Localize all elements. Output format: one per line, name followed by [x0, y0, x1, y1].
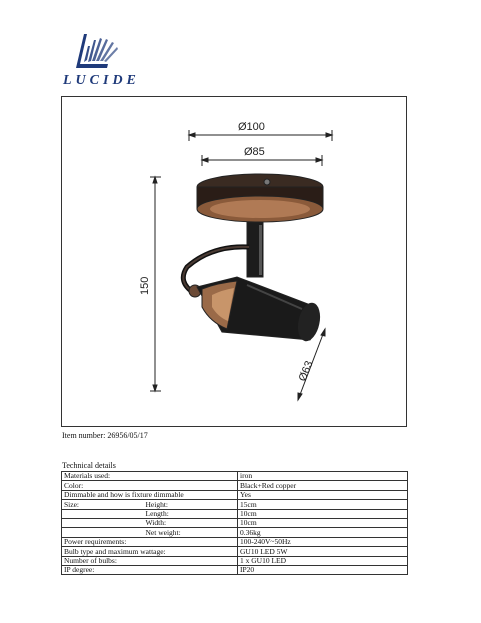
spec-value: 10cm	[238, 509, 408, 518]
inner-diameter-label: Ø85	[244, 146, 265, 158]
table-row	[62, 537, 408, 546]
spec-label: Size:	[62, 500, 144, 509]
table-row	[62, 509, 408, 518]
item-number-label: Item number:	[62, 431, 106, 440]
spec-label: Color:	[62, 481, 238, 490]
spec-label: Materials used:	[62, 472, 238, 481]
spec-sublabel: Net weight:	[144, 528, 238, 537]
table-row	[62, 556, 408, 565]
spec-value: 0.36kg	[238, 528, 408, 537]
spec-label: Power requirements:	[62, 537, 238, 546]
spec-value: 1 x GU10 LED	[238, 556, 408, 565]
spec-label: Dimmable and how is fixture dimmable	[62, 490, 238, 499]
item-number	[62, 431, 148, 440]
spec-value: Black+Red copper	[238, 481, 408, 490]
table-row	[62, 528, 408, 537]
spec-value: GU10 LED 5W	[238, 547, 408, 556]
canopy	[197, 174, 323, 222]
spec-sublabel: Width:	[144, 518, 238, 527]
spec-value: IP20	[238, 565, 408, 574]
spec-value: 100-240V~50Hz	[238, 537, 408, 546]
table-row	[62, 481, 408, 490]
logo-mark-icon	[76, 34, 118, 68]
spec-value: Yes	[238, 490, 408, 499]
spec-value: 15cm	[238, 500, 408, 509]
stem	[247, 222, 263, 277]
spec-label	[62, 528, 144, 537]
spotlight-shade	[197, 277, 323, 343]
spec-label	[62, 518, 144, 527]
spec-label: IP degree:	[62, 565, 238, 574]
table-row	[62, 565, 408, 574]
spec-sublabel: Length:	[144, 509, 238, 518]
table-row	[62, 547, 408, 556]
spec-sublabel: Height:	[144, 500, 238, 509]
spec-value: iron	[238, 472, 408, 481]
table-row	[62, 472, 408, 481]
technical-drawing	[61, 96, 407, 427]
spec-value: 10cm	[238, 518, 408, 527]
table-row	[62, 518, 408, 527]
spec-label: Number of bulbs:	[62, 556, 238, 565]
outer-diameter-label: Ø100	[238, 121, 265, 133]
technical-details-title: Technical details	[62, 461, 116, 470]
technical-details-table	[61, 471, 408, 575]
item-number-value: 26956/05/17	[107, 431, 148, 440]
height-label: 150	[139, 276, 151, 295]
spec-label: Bulb type and maximum wattage:	[62, 547, 238, 556]
brand-name: LUCIDE	[63, 73, 140, 88]
table-row	[62, 500, 408, 509]
spec-label	[62, 509, 144, 518]
shade-diameter-label: Ø63	[296, 359, 316, 384]
table-row	[62, 490, 408, 499]
